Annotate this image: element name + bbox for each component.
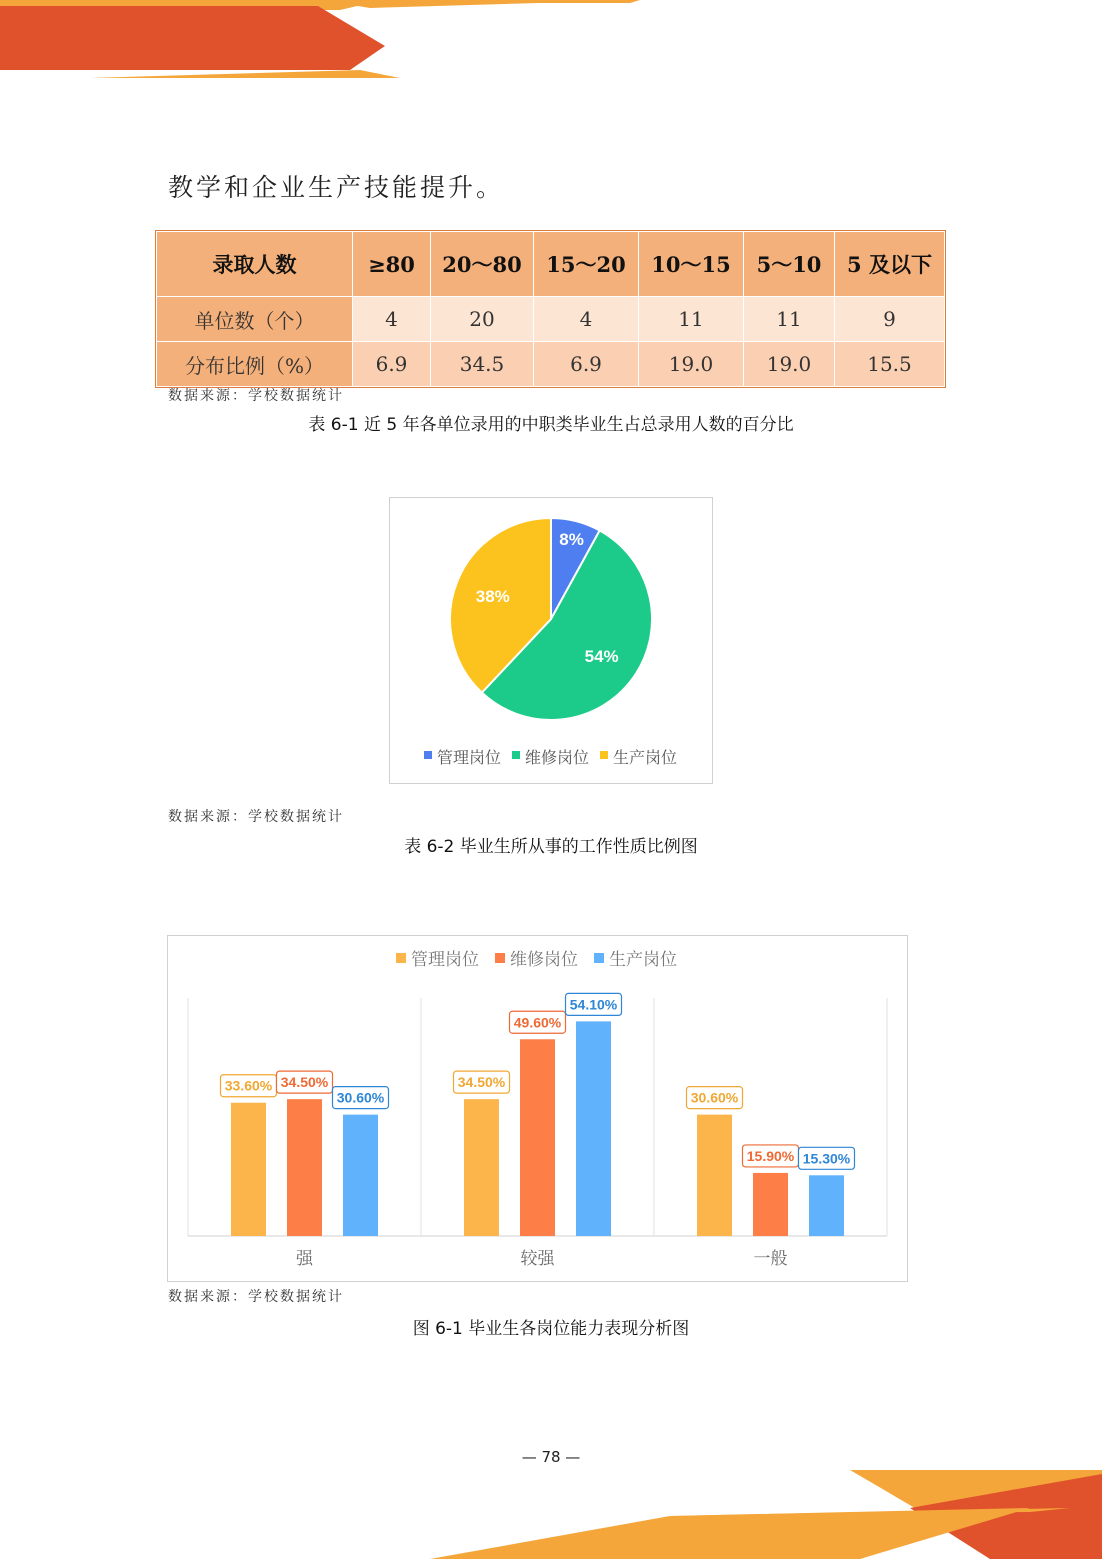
legend-label: 维修岗位	[525, 748, 590, 767]
footer-decoration	[430, 1466, 1102, 1559]
pie-caption: 表 6-2 毕业生所从事的工作性质比例图	[404, 837, 698, 857]
table-cell: 19.0	[639, 342, 744, 387]
bar	[576, 1021, 611, 1236]
table-header-cell: 5～10	[744, 232, 835, 297]
data-source-note: 数据来源：学校数据统计	[168, 1289, 344, 1305]
table-header-cell: 10～15	[639, 232, 744, 297]
bar	[520, 1039, 555, 1236]
table-cell: 4	[534, 297, 639, 342]
row-label: 分布比例（%）	[157, 342, 353, 387]
category-label: 一般	[753, 1249, 788, 1269]
legend-label: 生产岗位	[613, 748, 678, 767]
data-label: 49.60%	[513, 1014, 562, 1031]
table-header-cell: 20～80	[431, 232, 534, 297]
data-source-note: 数据来源：学校数据统计	[168, 809, 344, 825]
legend-label: 维修岗位	[510, 950, 578, 970]
bar	[809, 1175, 844, 1236]
legend-swatch	[594, 953, 604, 963]
pie-chart-svg	[390, 498, 712, 783]
pie-chart	[389, 497, 713, 784]
header-decoration	[0, 0, 640, 82]
bar-caption: 图 6-1 毕业生各岗位能力表现分析图	[412, 1319, 690, 1339]
table-cell: 6.9	[353, 342, 431, 387]
data-label: 15.30%	[802, 1150, 851, 1167]
table-cell: 4	[353, 297, 431, 342]
legend-label: 管理岗位	[411, 950, 479, 970]
table-caption: 表 6-1 近 5 年各单位录用的中职类毕业生占总录用人数的百分比	[308, 415, 794, 435]
table-row	[157, 297, 945, 342]
pie-slice-label: 54%	[584, 646, 619, 666]
bar	[753, 1173, 788, 1236]
data-label: 33.60%	[224, 1077, 273, 1094]
legend-label: 生产岗位	[609, 950, 677, 970]
table-row	[157, 342, 945, 387]
table-cell: 34.5	[431, 342, 534, 387]
bar	[287, 1099, 322, 1236]
data-source-note: 数据来源：学校数据统计	[168, 388, 344, 404]
category-label: 较强	[520, 1249, 555, 1269]
pie-slice-label: 8%	[559, 529, 584, 549]
table-cell: 6.9	[534, 342, 639, 387]
bar	[464, 1099, 499, 1236]
table-header-cell: 15～20	[534, 232, 639, 297]
bar	[343, 1115, 378, 1236]
bar-chart-svg	[168, 936, 907, 1281]
table-header-row	[157, 232, 945, 297]
legend-swatch	[512, 751, 520, 759]
category-label: 强	[296, 1249, 313, 1269]
table-header-cell: ≥80	[353, 232, 431, 297]
data-label: 34.50%	[457, 1074, 506, 1091]
data-label: 54.10%	[569, 996, 618, 1013]
recruitment-table	[156, 231, 945, 387]
bar-chart	[167, 935, 908, 1282]
table-header-cell: 录取人数	[157, 232, 353, 297]
data-label: 30.60%	[336, 1089, 385, 1106]
table-cell: 15.5	[835, 342, 945, 387]
table-cell: 19.0	[744, 342, 835, 387]
legend-swatch	[495, 953, 505, 963]
pie-slice-label: 38%	[475, 586, 510, 606]
table-header-cell: 5 及以下	[835, 232, 945, 297]
table-cell: 20	[431, 297, 534, 342]
table-cell: 11	[744, 297, 835, 342]
row-label: 单位数（个）	[157, 297, 353, 342]
table-cell: 9	[835, 297, 945, 342]
legend-label: 管理岗位	[437, 748, 502, 767]
table-cell: 11	[639, 297, 744, 342]
legend-swatch	[600, 751, 608, 759]
legend-swatch	[424, 751, 432, 759]
bar	[697, 1115, 732, 1236]
data-label: 30.60%	[690, 1089, 739, 1106]
legend-swatch	[396, 953, 406, 963]
data-label: 15.90%	[746, 1147, 795, 1164]
page-number: — 78 —	[521, 1448, 581, 1466]
data-label: 34.50%	[280, 1074, 329, 1091]
intro-paragraph: 教学和企业生产技能提升。	[168, 173, 505, 202]
bar	[231, 1103, 266, 1236]
